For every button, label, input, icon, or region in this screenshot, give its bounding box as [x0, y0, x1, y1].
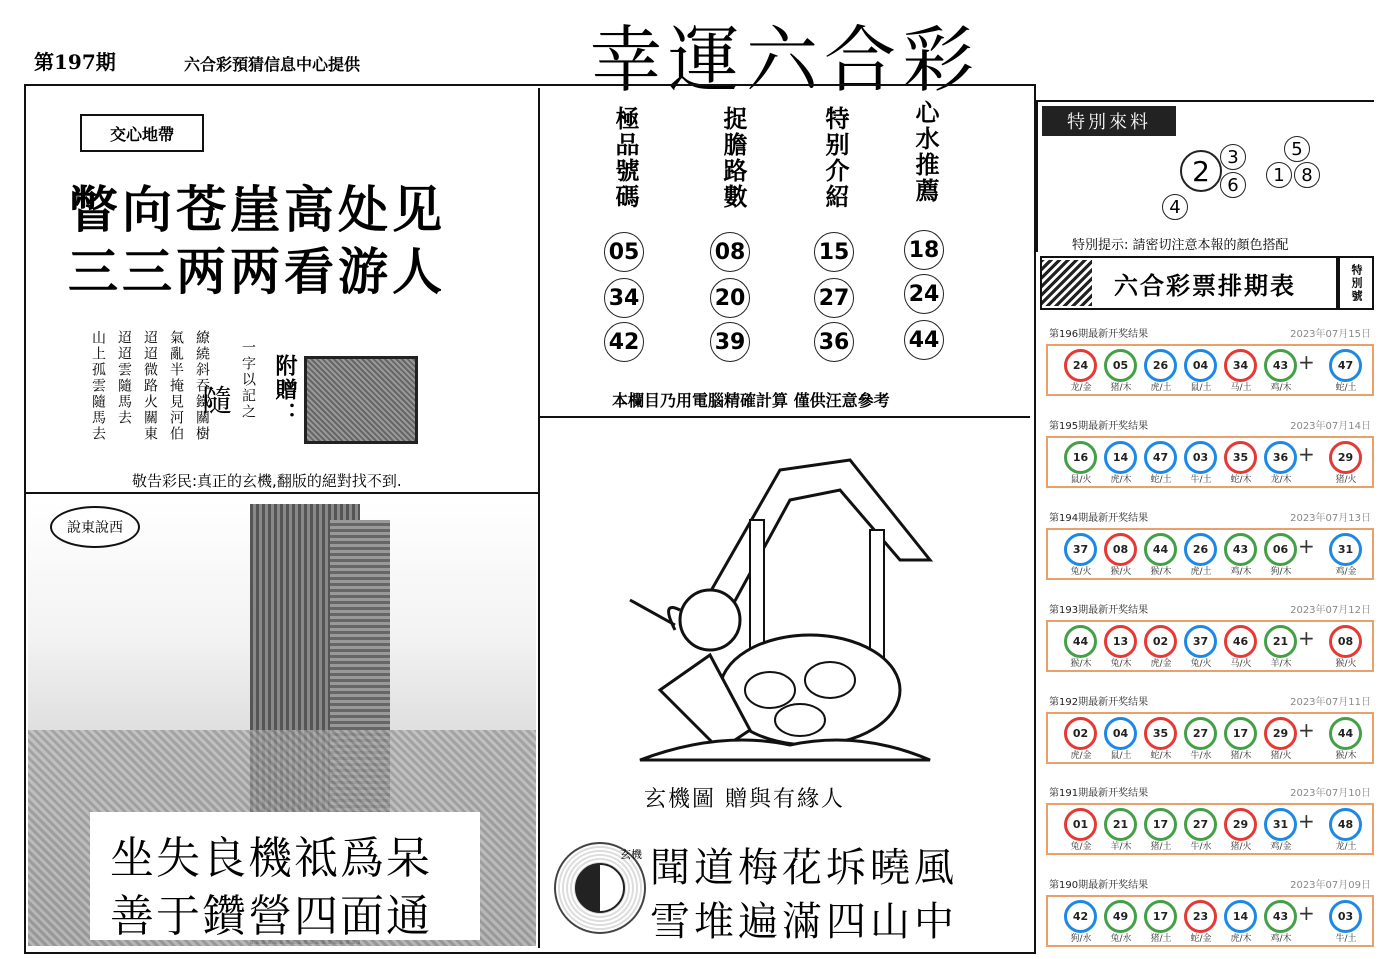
plus-sign: + — [1298, 901, 1315, 925]
lottery-ball: 26 — [1144, 349, 1177, 382]
table-badge-label: 特別號 — [1350, 263, 1363, 303]
zodiac-label: 狗/木 — [1270, 567, 1292, 577]
lottery-ball: 23 — [1184, 900, 1217, 933]
number-panel — [560, 100, 960, 360]
zodiac-label: 龙/木 — [1270, 475, 1292, 485]
zodiac-label: 兔/金 — [1070, 842, 1092, 852]
zodiac-label: 猴/木 — [1070, 659, 1092, 669]
cartoon-illustration — [600, 440, 980, 780]
special-num-2: 2 — [1180, 150, 1222, 192]
lottery-ball: 14 — [1104, 441, 1137, 474]
num-08: 08 — [710, 232, 750, 272]
num-20: 20 — [710, 278, 750, 318]
heart-poem-line2: 三三两两看游人 — [68, 242, 446, 301]
lottery-ball: 04 — [1184, 349, 1217, 382]
special-num-5: 5 — [1284, 136, 1310, 162]
result-date: 2023年07月10日 — [1290, 788, 1371, 799]
zodiac-label: 蛇/木 — [1150, 751, 1172, 761]
heart-poem-line1: 瞥向苍崖高处见 — [68, 180, 446, 239]
num-15: 15 — [814, 232, 854, 272]
zodiac-label: 蛇/木 — [1230, 475, 1252, 485]
zodiac-label: 虎/木 — [1230, 934, 1252, 944]
result-issue: 第193期最新开奖结果 — [1049, 605, 1149, 616]
col-header-1: 極品號碼 — [611, 106, 640, 210]
result-header — [1049, 325, 1371, 340]
zodiac-label: 马/土 — [1230, 383, 1252, 393]
lottery-ball: 29 — [1264, 717, 1297, 750]
result-date: 2023年07月14日 — [1290, 421, 1371, 432]
result-header — [1049, 417, 1371, 432]
notice-text: 敬告彩民:真正的玄機,翻版的絕對找不到. — [132, 472, 402, 490]
plus-sign: + — [1298, 718, 1315, 742]
result-header — [1049, 693, 1371, 708]
east-west-tag — [50, 506, 140, 548]
lottery-ball: 21 — [1104, 808, 1137, 841]
plus-sign: + — [1298, 626, 1315, 650]
special-num-3: 3 — [1220, 144, 1246, 170]
special-zodiac-label: 龙/土 — [1335, 842, 1357, 852]
lottery-ball: 35 — [1224, 441, 1257, 474]
special-num-6: 6 — [1220, 172, 1246, 198]
table-title-bar — [1040, 256, 1338, 310]
special-zodiac-label: 猴/火 — [1335, 659, 1357, 669]
zodiac-label: 牛/土 — [1190, 475, 1212, 485]
lottery-ball: 43 — [1264, 349, 1297, 382]
small-col-5: 山上孤雲隨馬去 — [90, 330, 106, 442]
special-zodiac-label: 蛇/土 — [1335, 383, 1357, 393]
result-issue: 第196期最新开奖结果 — [1049, 329, 1149, 340]
divider-left — [26, 492, 538, 494]
special-num-4: 4 — [1162, 194, 1188, 220]
east-west-poem-line1: 坐失良機祗爲呆 — [110, 833, 432, 884]
lottery-ball: 43 — [1264, 900, 1297, 933]
heart-tag — [80, 114, 204, 152]
num-36: 36 — [814, 322, 854, 362]
lottery-ball: 02 — [1144, 625, 1177, 658]
zodiac-label: 猪/土 — [1150, 934, 1172, 944]
east-west-poem-line2: 善于鑽營四面通 — [110, 891, 432, 942]
lottery-ball: 17 — [1144, 808, 1177, 841]
special-ball: 08 — [1329, 625, 1362, 658]
lottery-ball: 27 — [1184, 808, 1217, 841]
divider-vertical — [538, 88, 540, 948]
special-zodiac-label: 猴/木 — [1335, 751, 1357, 761]
special-ball: 29 — [1329, 441, 1362, 474]
lottery-ball: 37 — [1064, 533, 1097, 566]
small-col-4: 迢迢雲隨馬去 — [116, 330, 132, 426]
special-ball: 31 — [1329, 533, 1362, 566]
lottery-ball: 26 — [1184, 533, 1217, 566]
result-date: 2023年07月15日 — [1290, 329, 1371, 340]
lottery-ball: 37 — [1184, 625, 1217, 658]
special-box — [1036, 100, 1374, 252]
small-col-3: 迢迢微路火關東 — [142, 330, 158, 442]
special-hint: 特別提示: 請密切注意本報的顏色搭配 — [1072, 238, 1289, 253]
sui-char: 隨 — [202, 384, 232, 419]
lottery-ball: 31 — [1264, 808, 1297, 841]
special-tag-label: 特別來料 — [1067, 112, 1151, 133]
plus-sign: + — [1298, 442, 1315, 466]
cartoon-poem-line1: 聞道梅花坼曉風 — [650, 845, 958, 891]
plus-sign: + — [1298, 350, 1315, 374]
lottery-ball: 13 — [1104, 625, 1137, 658]
zodiac-label: 兔/火 — [1190, 659, 1212, 669]
zodiac-label: 鸡/木 — [1270, 383, 1292, 393]
result-issue: 第191期最新开奖结果 — [1049, 788, 1149, 799]
side-note: 一字以記之 — [240, 340, 256, 420]
attach-image — [304, 356, 418, 444]
zodiac-label: 虎/土 — [1150, 383, 1172, 393]
cartoon-caption: 玄機圖 贈與有緣人 — [644, 787, 845, 812]
yinyang-label: 玄機 — [620, 848, 642, 861]
lottery-ball: 49 — [1104, 900, 1137, 933]
result-date: 2023年07月11日 — [1290, 697, 1371, 708]
zodiac-label: 蛇/土 — [1150, 475, 1172, 485]
zodiac-label: 蛇/金 — [1190, 934, 1212, 944]
result-date: 2023年07月13日 — [1290, 513, 1371, 524]
small-col-1: 繚繞斜吞鐵關樹 — [194, 330, 210, 442]
zodiac-label: 猴/木 — [1150, 567, 1172, 577]
num-34: 34 — [604, 278, 644, 318]
heart-tag-label: 交心地帶 — [109, 124, 174, 144]
cartoon-poem-line2: 雪堆遍滿四山中 — [650, 899, 958, 945]
lottery-ball: 05 — [1104, 349, 1137, 382]
lottery-ball: 42 — [1064, 900, 1097, 933]
result-issue: 第195期最新开奖结果 — [1049, 421, 1149, 432]
lottery-ball: 24 — [1064, 349, 1097, 382]
special-ball: 48 — [1329, 808, 1362, 841]
zodiac-label: 鼠/土 — [1110, 751, 1132, 761]
lottery-ball: 16 — [1064, 441, 1097, 474]
zodiac-label: 虎/金 — [1150, 659, 1172, 669]
lottery-ball: 34 — [1224, 349, 1257, 382]
provider-text: 六合彩預猜信息中心提供 — [184, 55, 361, 74]
zodiac-label: 羊/木 — [1110, 842, 1132, 852]
lottery-ball: 43 — [1224, 533, 1257, 566]
table-title-icon — [1042, 260, 1092, 306]
zodiac-label: 牛/水 — [1190, 751, 1212, 761]
lottery-ball: 08 — [1104, 533, 1137, 566]
result-issue: 第194期最新开奖结果 — [1049, 513, 1149, 524]
lottery-ball: 27 — [1184, 717, 1217, 750]
zodiac-label: 猴/火 — [1110, 567, 1132, 577]
lottery-ball: 03 — [1184, 441, 1217, 474]
zodiac-label: 狗/水 — [1070, 934, 1092, 944]
lottery-ball: 04 — [1104, 717, 1137, 750]
num-05: 05 — [604, 232, 644, 272]
zodiac-label: 猪/土 — [1150, 842, 1172, 852]
result-issue: 第190期最新开奖结果 — [1049, 880, 1149, 891]
result-date: 2023年07月12日 — [1290, 605, 1371, 616]
small-col-2: 氣亂半掩見河伯 — [168, 330, 184, 442]
result-date: 2023年07月09日 — [1290, 880, 1371, 891]
number-panel-footnote: 本欄目乃用電腦精確計算 僅供汪意參考 — [612, 391, 890, 410]
col-header-4: 心水推薦 — [911, 100, 940, 204]
zodiac-label: 鸡/金 — [1270, 842, 1292, 852]
plus-sign: + — [1298, 534, 1315, 558]
num-39: 39 — [710, 322, 750, 362]
special-zodiac-label: 牛/土 — [1335, 934, 1357, 944]
col-header-2: 捉膽路數 — [719, 106, 748, 210]
zodiac-label: 虎/土 — [1190, 567, 1212, 577]
lottery-ball: 17 — [1224, 717, 1257, 750]
result-header — [1049, 876, 1371, 891]
lottery-ball: 35 — [1144, 717, 1177, 750]
lottery-ball: 01 — [1064, 808, 1097, 841]
issue-number: 第197期 — [34, 50, 116, 74]
lottery-ball: 29 — [1224, 808, 1257, 841]
num-42: 42 — [604, 322, 644, 362]
num-44: 44 — [904, 320, 944, 360]
lottery-ball: 44 — [1144, 533, 1177, 566]
result-header — [1049, 784, 1371, 799]
zodiac-label: 猪/木 — [1230, 751, 1252, 761]
lottery-ball: 17 — [1144, 900, 1177, 933]
result-issue: 第192期最新开奖结果 — [1049, 697, 1149, 708]
zodiac-label: 羊/木 — [1270, 659, 1292, 669]
special-tag — [1042, 106, 1176, 136]
yinyang-icon — [575, 863, 625, 913]
result-header — [1049, 601, 1371, 616]
lottery-ball: 44 — [1064, 625, 1097, 658]
num-18: 18 — [904, 230, 944, 270]
zodiac-label: 鼠/土 — [1190, 383, 1212, 393]
divider-middle — [540, 416, 1030, 418]
table-badge — [1338, 256, 1374, 310]
page-title: 幸運六合彩 — [590, 18, 981, 102]
special-ball: 03 — [1329, 900, 1362, 933]
zodiac-label: 鸡/木 — [1270, 934, 1292, 944]
lottery-ball: 46 — [1224, 625, 1257, 658]
zodiac-label: 兔/木 — [1110, 659, 1132, 669]
lottery-ball: 06 — [1264, 533, 1297, 566]
lottery-ball: 21 — [1264, 625, 1297, 658]
zodiac-label: 兔/火 — [1070, 567, 1092, 577]
zodiac-label: 猪/火 — [1230, 842, 1252, 852]
zodiac-label: 兔/水 — [1110, 934, 1132, 944]
zodiac-label: 鸡/木 — [1230, 567, 1252, 577]
zodiac-label: 猪/木 — [1110, 383, 1132, 393]
east-west-tag-label: 說東說西 — [67, 520, 123, 536]
special-zodiac-label: 猪/火 — [1335, 475, 1357, 485]
col-header-3: 特别介紹 — [821, 106, 850, 210]
table-title: 六合彩票排期表 — [1114, 270, 1296, 300]
result-header — [1049, 509, 1371, 524]
num-27: 27 — [814, 278, 854, 318]
special-ball: 47 — [1329, 349, 1362, 382]
zodiac-label: 虎/金 — [1070, 751, 1092, 761]
zodiac-label: 猪/火 — [1270, 751, 1292, 761]
special-zodiac-label: 鸡/金 — [1335, 567, 1357, 577]
heart-small-poem — [88, 330, 212, 450]
special-num-8: 8 — [1294, 162, 1320, 188]
zodiac-label: 马/火 — [1230, 659, 1252, 669]
lottery-ball: 47 — [1144, 441, 1177, 474]
attach-label: 附贈： — [272, 354, 298, 426]
zodiac-label: 鼠/火 — [1070, 475, 1092, 485]
plus-sign: + — [1298, 809, 1315, 833]
zodiac-label: 虎/木 — [1110, 475, 1132, 485]
special-ball: 44 — [1329, 717, 1362, 750]
special-num-1: 1 — [1266, 162, 1292, 188]
lottery-ball: 14 — [1224, 900, 1257, 933]
zodiac-label: 牛/水 — [1190, 842, 1212, 852]
zodiac-label: 龙/金 — [1070, 383, 1092, 393]
lottery-ball: 36 — [1264, 441, 1297, 474]
num-24: 24 — [904, 274, 944, 314]
lottery-ball: 02 — [1064, 717, 1097, 750]
